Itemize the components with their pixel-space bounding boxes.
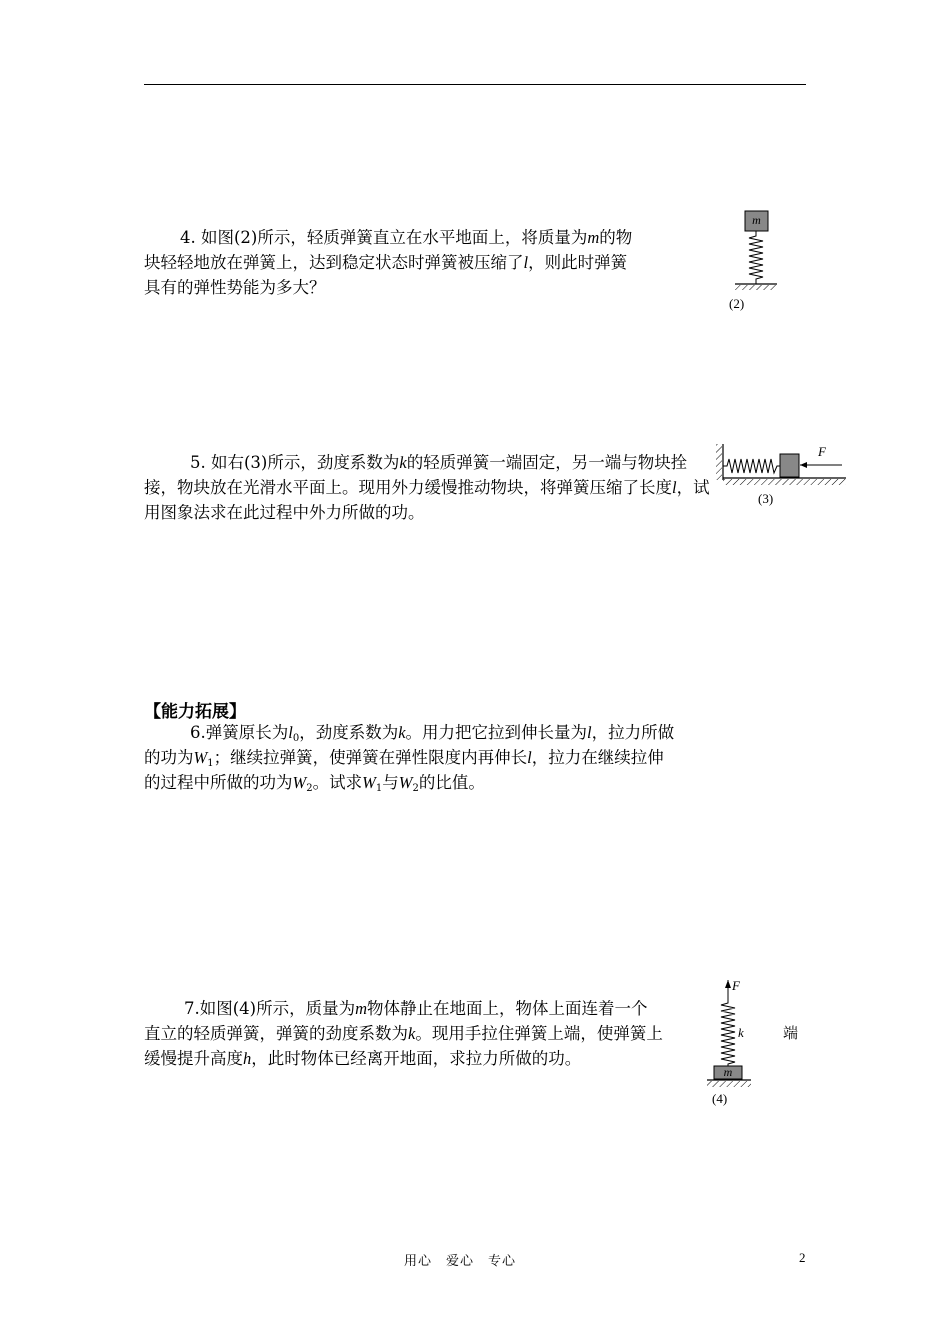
section-heading: 【能力拓展】: [144, 702, 246, 722]
figure-2-vertical-spring: [725, 208, 785, 293]
mass-label: m: [723, 1065, 733, 1079]
question-5: 5. 如右(3)所示，劲度系数为k的轻质弹簧一端固定，另一端与物块拴 接，物块放在光滑水平面上。现用外力缓慢推动物块，将弹簧压缩了长度l，试 用图象法求在此过程中外力所做的功。: [144, 453, 710, 522]
figure-4-lifted-spring: [705, 974, 765, 1090]
page-number: 2: [799, 1250, 806, 1265]
figure-2-caption: (2): [729, 296, 745, 311]
force-label: F: [818, 444, 826, 459]
force-label: F: [732, 978, 740, 993]
mass-label: m: [752, 213, 761, 227]
stray-text: 端: [783, 1024, 799, 1042]
question-7: 7.如图(4)所示，质量为m物体静止在地面上，物体上面连着一个 直立的轻质弹簧，弹簧的劲度系数为k。现用手拉住弹簧上端，使弹簧上 缓慢提升高度h，此时物体已经离开地面，求拉力所做的功。: [144, 999, 663, 1068]
figure-3-caption: (3): [758, 491, 774, 506]
question-6: 6.弹簧原长为$l_0$，劲度系数为k。用力把它拉到伸长量为l，拉力所做 的功为$W_1$；继续拉弹簧，使弹簧在弹性限度内再伸长l，拉力在继续拉伸 的过程中所做的功为$W_2$。试求$W_1$与$W_2$的比值。: [144, 723, 675, 794]
header-rule: [144, 84, 806, 85]
figure-4-caption: (4): [712, 1091, 728, 1106]
figure-3-horizontal-spring: [714, 440, 848, 490]
question-4: 4. 如图(2)所示，轻质弹簧直立在水平地面上，将质量为m的物 块轻轻地放在弹簧上，达到稳定状态时弹簧被压缩了l，则此时弹簧 具有的弹性势能为多大？: [144, 228, 633, 297]
k-label: k: [738, 1025, 744, 1040]
footer-motto: 用心 爱心 专心: [404, 1254, 517, 1269]
